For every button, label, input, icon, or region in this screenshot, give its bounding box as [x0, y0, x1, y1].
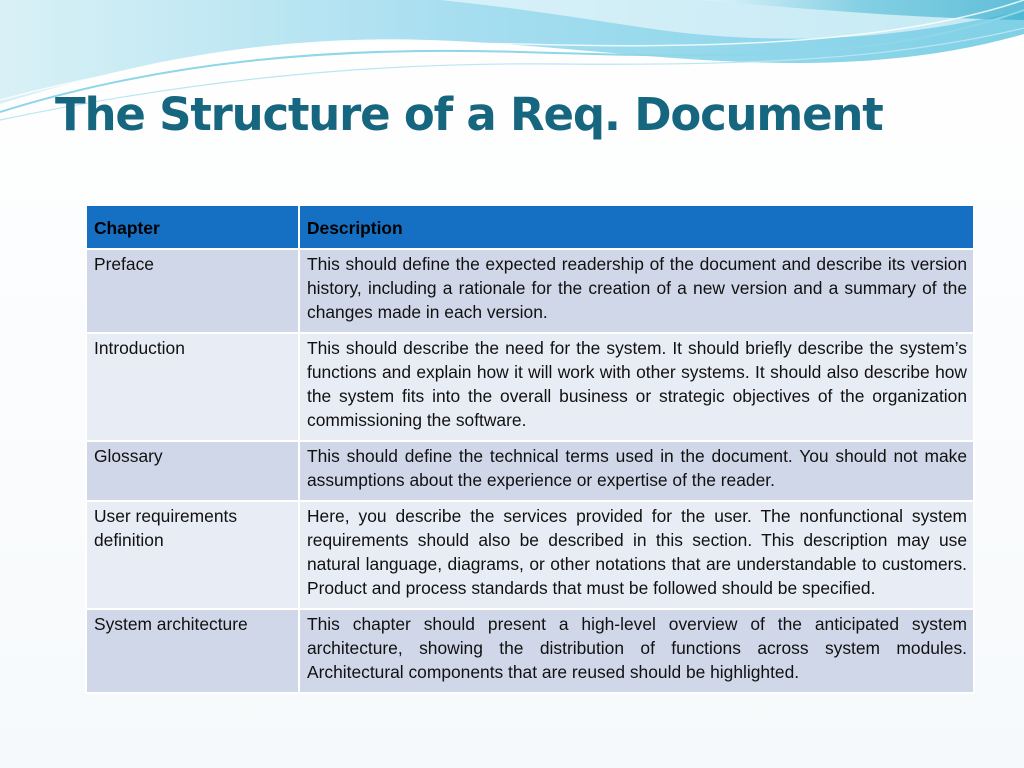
description-cell: This chapter should present a high-level overview of the anticipated system architecture, showing the distribution of functions across system modules. Architectural components that are reused should be highlighted. [299, 609, 974, 693]
chapter-cell: System architecture [86, 609, 299, 693]
structure-table [85, 204, 975, 694]
table-row [86, 441, 974, 501]
table-row [86, 333, 974, 441]
column-header-description: Description [299, 205, 974, 249]
slide-title: The Structure of a Req. Document [55, 88, 883, 141]
table-header-row [86, 205, 974, 249]
column-header-chapter: Chapter [86, 205, 299, 249]
description-cell: This should define the technical terms used in the document. You should not make assumptions about the experience or expertise of the reader. [299, 441, 974, 501]
table-row [86, 501, 974, 609]
table-row [86, 609, 974, 693]
description-cell: This should define the expected readership of the document and describe its version history, including a rationale for the creation of a new version and a summary of the changes made in each version. [299, 249, 974, 333]
chapter-cell: Glossary [86, 441, 299, 501]
chapter-cell: Introduction [86, 333, 299, 441]
table-row [86, 249, 974, 333]
chapter-cell: Preface [86, 249, 299, 333]
description-cell: Here, you describe the services provided for the user. The nonfunctional system requirements should also be described in this section. This description may use natural language, diagrams, or other notations that are understandable to customers. Product and process standards that must be followed should be specified. [299, 501, 974, 609]
chapter-cell: User requirements definition [86, 501, 299, 609]
description-cell: This should describe the need for the system. It should briefly describe the system’s functions and explain how it will work with other systems. It should also describe how the system fits into the overall business or strategic objectives of the organization commissioning the software. [299, 333, 974, 441]
